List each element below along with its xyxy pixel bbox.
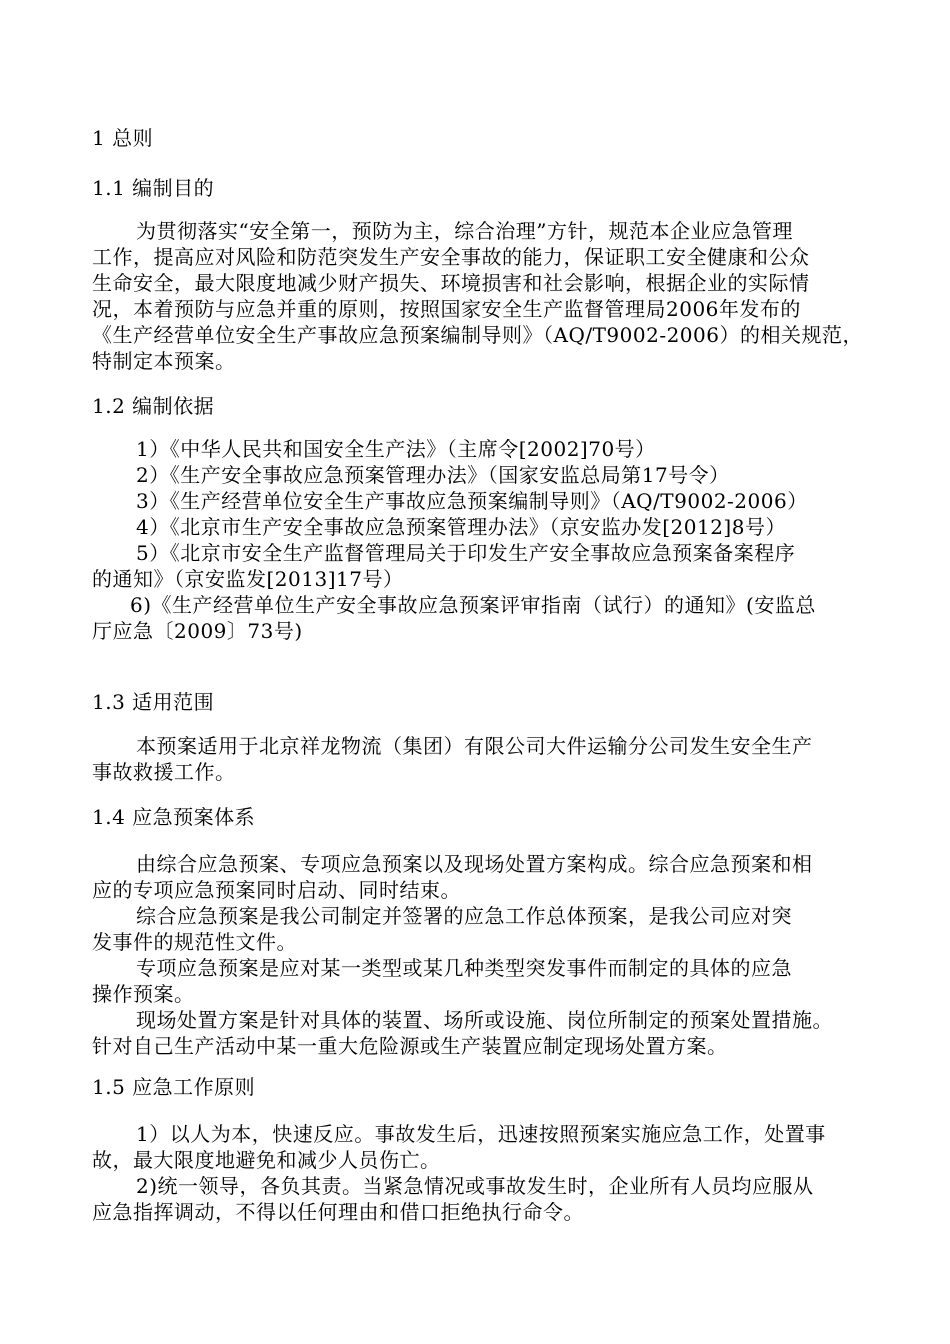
section-heading-1-5: 1.5 应急工作原则 bbox=[92, 1075, 256, 1099]
section-heading-1-2: 1.2 编制依据 bbox=[92, 394, 215, 418]
list-item: 4）《北京市生产安全事故应急预案管理办法》（京安监办发[2012]8号） bbox=[136, 515, 786, 539]
section-heading-1-4: 1.4 应急预案体系 bbox=[92, 805, 256, 829]
paragraph-line: 况，本着预防与应急并重的原则，按照国家安全生产监督管理局2006年发布的 bbox=[92, 297, 801, 321]
paragraph-line: 特制定本预案。 bbox=[92, 349, 236, 373]
paragraph-line: 专项应急预案是应对某一类型或某几种类型突发事件而制定的具体的应急 bbox=[136, 956, 792, 980]
paragraph-line: 应急指挥调动，不得以任何理由和借口拒绝执行命令。 bbox=[92, 1200, 584, 1224]
paragraph-line: 1）以人为本，快速反应。事故发生后，迅速按照预案实施应急工作，处置事 bbox=[136, 1122, 826, 1146]
chapter-heading: 1 总则 bbox=[92, 126, 154, 150]
list-item: 6)《生产经营单位生产安全事故应急预案评审指南（试行）的通知》(安监总 bbox=[130, 593, 816, 617]
paragraph-line: 现场处置方案是针对具体的装置、场所或设施、岗位所制定的预案处置措施。 bbox=[136, 1008, 833, 1032]
paragraph-line: 操作预案。 bbox=[92, 982, 195, 1006]
paragraph-line: 发事件的规范性文件。 bbox=[92, 930, 297, 954]
list-item: 1）《中华人民共和国安全生产法》（主席令[2002]70号） bbox=[136, 437, 656, 461]
list-item: 3）《生产经营单位安全生产事故应急预案编制导则》（AQ/T9002-2006） bbox=[136, 489, 808, 513]
section-heading-1-3: 1.3 适用范围 bbox=[92, 690, 215, 714]
paragraph-line: 2)统一领导，各负其责。当紧急情况或事故发生时，企业所有人员均应服从 bbox=[136, 1174, 814, 1198]
list-item: 2）《生产安全事故应急预案管理办法》（国家安监总局第17号令） bbox=[136, 463, 730, 487]
list-item-continuation: 厅应急〔2009〕73号) bbox=[92, 619, 303, 643]
paragraph-line: 由综合应急预案、专项应急预案以及现场处置方案构成。综合应急预案和相 bbox=[136, 852, 813, 876]
paragraph-line: 为贯彻落实“安全第一，预防为主，综合治理”方针，规范本企业应急管理 bbox=[136, 219, 793, 243]
paragraph-line: 本预案适用于北京祥龙物流（集团）有限公司大件运输分公司发生安全生产 bbox=[136, 734, 813, 758]
paragraph-line: 综合应急预案是我公司制定并签署的应急工作总体预案，是我公司应对突 bbox=[136, 904, 792, 928]
list-item-continuation: 的通知》（京安监发[2013]17号） bbox=[92, 567, 404, 591]
paragraph-line: 故，最大限度地避免和减少人员伤亡。 bbox=[92, 1148, 441, 1172]
paragraph-line: 生命安全，最大限度地减少财产损失、环境损害和社会影响，根据企业的实际情 bbox=[92, 271, 810, 295]
list-item: 5）《北京市安全生产监督管理局关于印发生产安全事故应急预案备案程序 bbox=[136, 541, 796, 565]
paragraph-line: 工作，提高应对风险和防范突发生产安全事故的能力，保证职工安全健康和公众 bbox=[92, 245, 810, 269]
paragraph-line: 应的专项应急预案同时启动、同时结束。 bbox=[92, 878, 461, 902]
paragraph-line: 《生产经营单位安全生产事故应急预案编制导则》（AQ/T9002-2006）的相关规范， bbox=[92, 323, 863, 347]
paragraph-line: 针对自己生产活动中某一重大危险源或生产装置应制定现场处置方案。 bbox=[92, 1034, 728, 1058]
paragraph-line: 事故救援工作。 bbox=[92, 760, 236, 784]
section-heading-1-1: 1.1 编制目的 bbox=[92, 176, 215, 200]
